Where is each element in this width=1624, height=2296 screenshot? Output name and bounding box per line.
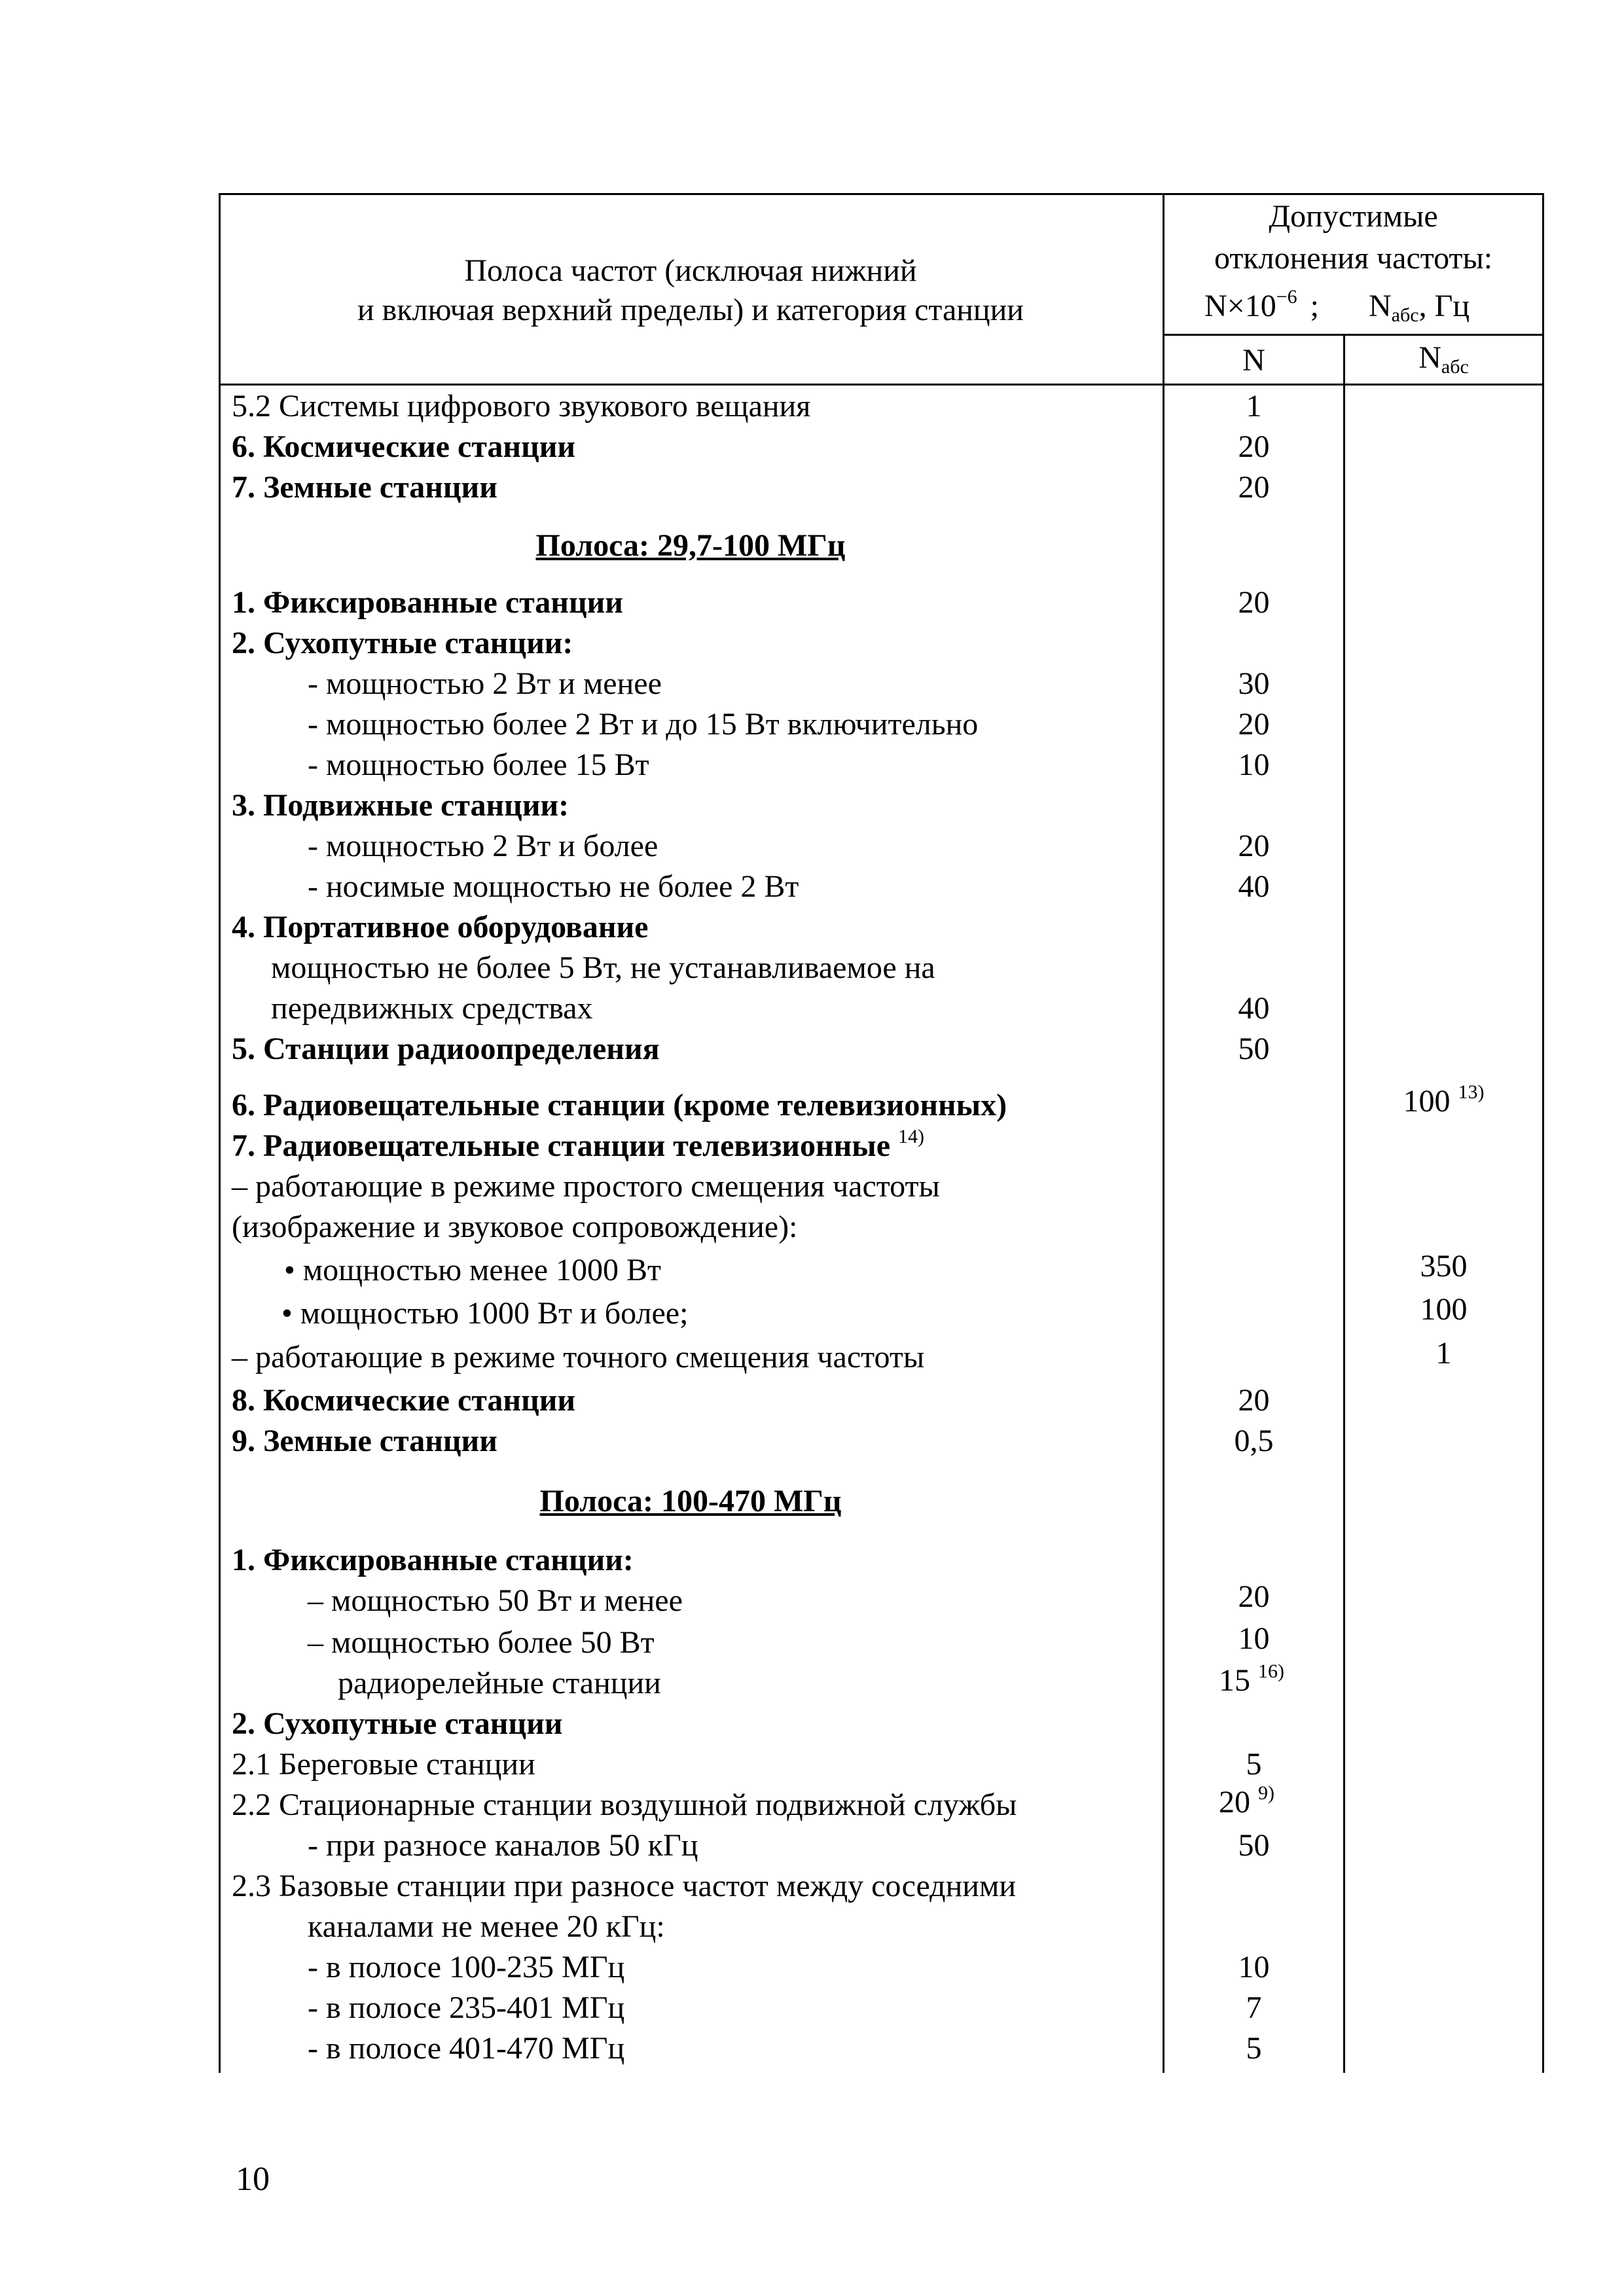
page-number: 10 bbox=[236, 2161, 270, 2198]
row-label: каналами не менее 20 кГц: bbox=[308, 1909, 665, 1944]
row-label: - мощностью 2 Вт и более bbox=[308, 829, 659, 863]
row-label: - в полосе 100-235 МГц bbox=[308, 1950, 625, 1984]
row-label: - мощностью более 2 Вт и до 15 Вт включительно bbox=[308, 707, 979, 742]
band-heading: Полоса: 29,7-100 МГц bbox=[535, 528, 846, 563]
row-label: – работающие в режиме простого смещения частоты bbox=[232, 1169, 940, 1204]
row-label: – мощностью более 50 Вт bbox=[308, 1625, 655, 1660]
row-n: 20 bbox=[1238, 707, 1270, 742]
formula-exponent: −6 bbox=[1276, 286, 1297, 308]
row-label: 4. Портативное оборудование bbox=[232, 910, 649, 944]
row-n: 10 bbox=[1238, 1621, 1270, 1656]
row-label: 7. Земные станции bbox=[232, 470, 497, 505]
header-col1-line1: Полоса частот (исключая нижний bbox=[464, 253, 917, 288]
row-label: 2. Сухопутные станции: bbox=[232, 626, 573, 660]
row-n: 40 bbox=[1238, 869, 1270, 904]
row-label: 8. Космические станции bbox=[232, 1383, 576, 1418]
row-n: 15 $^{16)}$ bbox=[1219, 1660, 1284, 1698]
row-n: 5 bbox=[1246, 2031, 1262, 2066]
row-label: 2.1 Береговые станции bbox=[232, 1747, 535, 1782]
row-n: 40 bbox=[1238, 991, 1270, 1026]
row-label: передвижных средствах bbox=[271, 991, 593, 1026]
row-label: 3. Подвижные станции: bbox=[232, 788, 569, 823]
row-n: 20 bbox=[1238, 1579, 1270, 1614]
row-n: 50 bbox=[1238, 1828, 1270, 1863]
formula-n-sub: абс bbox=[1391, 304, 1419, 326]
row-n: 50 bbox=[1238, 1031, 1270, 1066]
row-label: 2. Сухопутные станции bbox=[232, 1706, 563, 1741]
header-subdivider bbox=[1163, 334, 1542, 336]
column-divider-2 bbox=[1343, 335, 1345, 2073]
row-label: - мощностью более 15 Вт bbox=[308, 747, 649, 782]
header-bottom-line bbox=[219, 384, 1544, 386]
row-n: 20 bbox=[1238, 1383, 1270, 1418]
band-heading: Полоса: 100-470 МГц bbox=[539, 1484, 842, 1518]
row-n: 20 $^{9)}$ bbox=[1219, 1782, 1274, 1820]
row-label: 2.2 Стационарные станции воздушной подвижной службы bbox=[232, 1787, 1017, 1822]
row-label: 5. Станции радиоопределения bbox=[232, 1031, 660, 1066]
row-label: 6. Радиовещательные станции (кроме телевизионных) bbox=[232, 1088, 1007, 1122]
row-label: - мощностью 2 Вт и менее bbox=[308, 666, 662, 701]
row-n: 1 bbox=[1246, 389, 1262, 423]
row-label: - в полосе 235-401 МГц bbox=[308, 1990, 625, 2025]
header-sub-nabs: $N_{абс}$ bbox=[1418, 340, 1469, 378]
row-label: • мощностью менее 1000 Вт bbox=[284, 1253, 662, 1287]
row-label: 1. Фиксированные станции bbox=[232, 585, 623, 620]
row-n: 20 bbox=[1238, 470, 1270, 505]
row-label: 7. Радиовещательные станции телевизионные $^{14)}$ bbox=[232, 1126, 925, 1163]
formula-unit: , Гц bbox=[1418, 289, 1470, 323]
row-label: 1. Фиксированные станции: bbox=[232, 1543, 634, 1577]
header-formula bbox=[1204, 286, 1470, 327]
formula-main: N×10 bbox=[1204, 289, 1276, 323]
row-label: 2.3 Базовые станции при разносе частот между соседними bbox=[232, 1869, 1017, 1903]
row-nabs: 100 bbox=[1420, 1292, 1468, 1327]
row-label: - при разносе каналов 50 кГц bbox=[308, 1828, 698, 1863]
row-label: (изображение и звуковое сопровождение): bbox=[232, 1210, 798, 1244]
row-label: – мощностью 50 Вт и менее bbox=[308, 1583, 683, 1618]
row-nabs: 100 $^{13)}$ bbox=[1403, 1081, 1485, 1119]
row-label: 6. Космические станции bbox=[232, 429, 576, 464]
header-sub-n: N bbox=[1242, 343, 1265, 378]
row-nabs: 350 bbox=[1420, 1249, 1468, 1283]
row-n: 7 bbox=[1246, 1990, 1262, 2025]
row-n: 0,5 bbox=[1234, 1424, 1274, 1458]
row-n: 20 bbox=[1238, 829, 1270, 863]
header-col1-line2: и включая верхний пределы) и категория станции bbox=[357, 293, 1024, 327]
row-label: 5.2 Системы цифрового звукового вещания bbox=[232, 389, 811, 423]
row-nabs: 1 bbox=[1435, 1336, 1452, 1371]
row-n: 10 bbox=[1238, 1950, 1270, 1984]
row-label: • мощностью 1000 Вт и более; bbox=[281, 1296, 689, 1331]
row-label: - в полосе 401-470 МГц bbox=[308, 2031, 625, 2066]
row-n: 20 bbox=[1238, 429, 1270, 464]
row-label: - носимые мощностью не более 2 Вт bbox=[308, 869, 799, 904]
row-n: 10 bbox=[1238, 747, 1270, 782]
row-n: 30 bbox=[1238, 666, 1270, 701]
row-label: мощностью не более 5 Вт, не устанавливаемое на bbox=[271, 950, 935, 985]
formula-n: N bbox=[1369, 289, 1392, 323]
formula-separator: ; bbox=[1310, 289, 1319, 323]
row-n: 5 bbox=[1246, 1747, 1262, 1782]
row-n: 20 bbox=[1238, 585, 1270, 620]
row-label: – работающие в режиме точного смещения частоты bbox=[232, 1340, 925, 1374]
header-col2-line2: отклонения частоты: bbox=[1214, 241, 1493, 276]
row-label: радиорелейные станции bbox=[338, 1666, 661, 1700]
header-col2-line1: Допустимые bbox=[1269, 199, 1438, 234]
row-label: 9. Земные станции bbox=[232, 1424, 497, 1458]
